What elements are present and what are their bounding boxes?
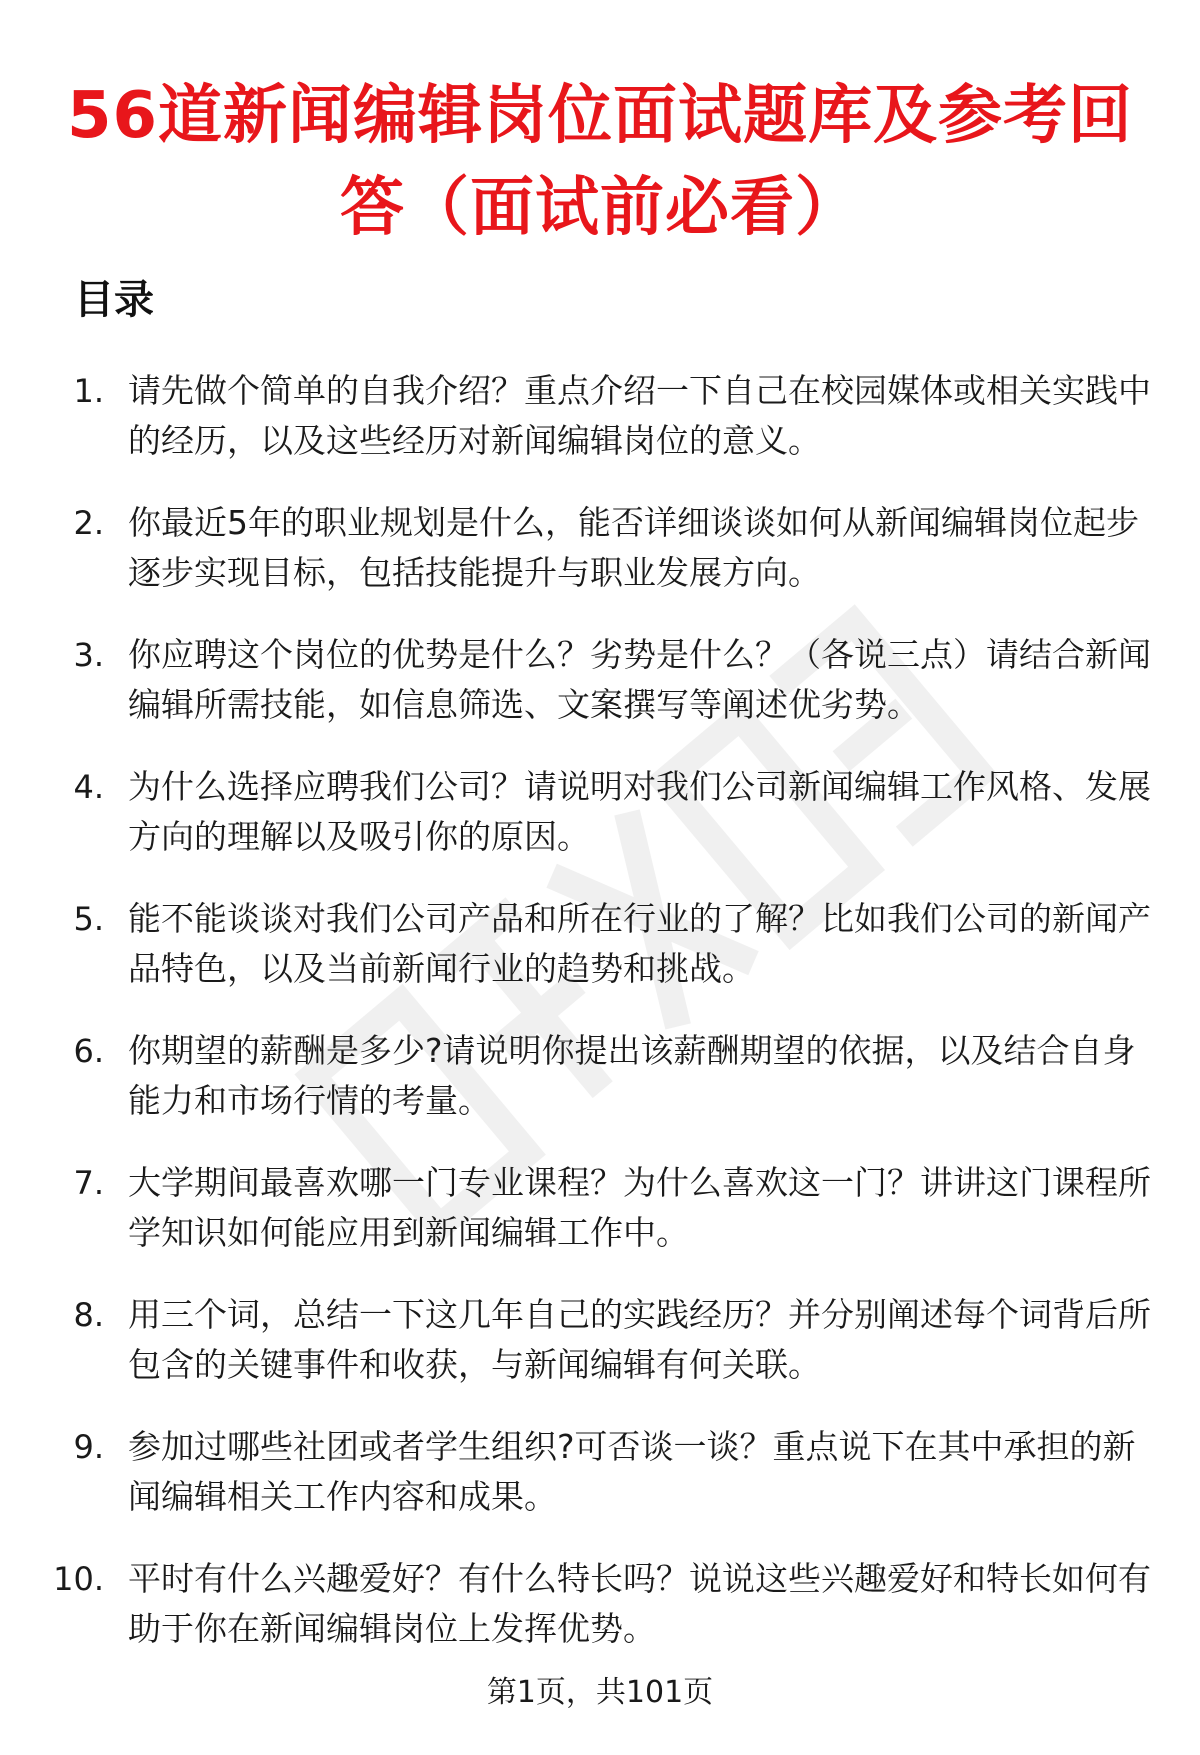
toc-item <box>0 630 1200 762</box>
page-title: 56道新闻编辑岗位面试题库及参考回答（面试前必看） <box>66 79 1134 245</box>
toc-item-text: 参加过哪些社团或者学生组织?可否谈一谈？重点说下在其中承担的新闻编辑相关工作内容和成果。 <box>128 1427 1136 1516</box>
page-footer: 第1页，共101页 <box>486 1675 714 1710</box>
toc-item <box>0 1554 1200 1686</box>
toc-item-number: 10. <box>53 1560 104 1598</box>
toc-item-text: 用三个词，总结一下这几年自己的实践经历？并分别阐述每个词背后所包含的关键事件和收获，与新闻编辑有何关联。 <box>128 1295 1151 1384</box>
toc-item-text: 请先做个简单的自我介绍？重点介绍一下自己在校园媒体或相关实践中的经历，以及这些经历对新闻编辑岗位的意义。 <box>128 371 1151 460</box>
toc-item-text: 大学期间最喜欢哪一门专业课程？为什么喜欢这一门？讲讲这门课程所学知识如何能应用到新闻编辑工作中。 <box>128 1163 1151 1252</box>
toc-item-number: 5. <box>73 900 104 938</box>
toc-item-text: 你最近5年的职业规划是什么，能否详细谈谈如何从新闻编辑岗位起步逐步实现目标，包括技能提升与职业发展方向。 <box>128 503 1139 592</box>
toc-item-text: 为什么选择应聘我们公司？请说明对我们公司新闻编辑工作风格、发展方向的理解以及吸引你的原因。 <box>128 767 1151 856</box>
toc-item-number: 7. <box>73 1164 104 1202</box>
toc-item-number: 4. <box>73 768 104 806</box>
toc-item <box>0 1290 1200 1422</box>
toc-item <box>0 1422 1200 1554</box>
toc-item-number: 6. <box>73 1032 104 1070</box>
toc-item-text: 你期望的薪酬是多少?请说明你提出该薪酬期望的依据，以及结合自身能力和市场行情的考量。 <box>128 1031 1136 1120</box>
toc-item-number: 9. <box>73 1428 104 1466</box>
toc-item-text: 你应聘这个岗位的优势是什么？劣势是什么？（各说三点）请结合新闻编辑所需技能，如信息筛选、文案撰写等阐述优劣势。 <box>128 635 1151 724</box>
toc-item-text: 能不能谈谈对我们公司产品和所在行业的了解？比如我们公司的新闻产品特色，以及当前新闻行业的趋势和挑战。 <box>128 899 1151 988</box>
toc-item-text: 平时有什么兴趣爱好？有什么特长吗？说说这些兴趣爱好和特长如何有助于你在新闻编辑岗位上发挥优势。 <box>128 1559 1151 1648</box>
toc-heading: 目录 <box>74 277 154 323</box>
toc-item-number: 1. <box>73 372 104 410</box>
toc-item-number: 2. <box>73 504 104 542</box>
toc-item <box>0 366 1200 498</box>
toc-item <box>0 762 1200 894</box>
toc-item-number: 8. <box>73 1296 104 1334</box>
toc-item <box>0 894 1200 1026</box>
toc-item-number: 3. <box>73 636 104 674</box>
toc-item <box>0 1026 1200 1158</box>
toc-item <box>0 498 1200 630</box>
toc-item <box>0 1158 1200 1290</box>
toc-list <box>0 366 1200 1686</box>
